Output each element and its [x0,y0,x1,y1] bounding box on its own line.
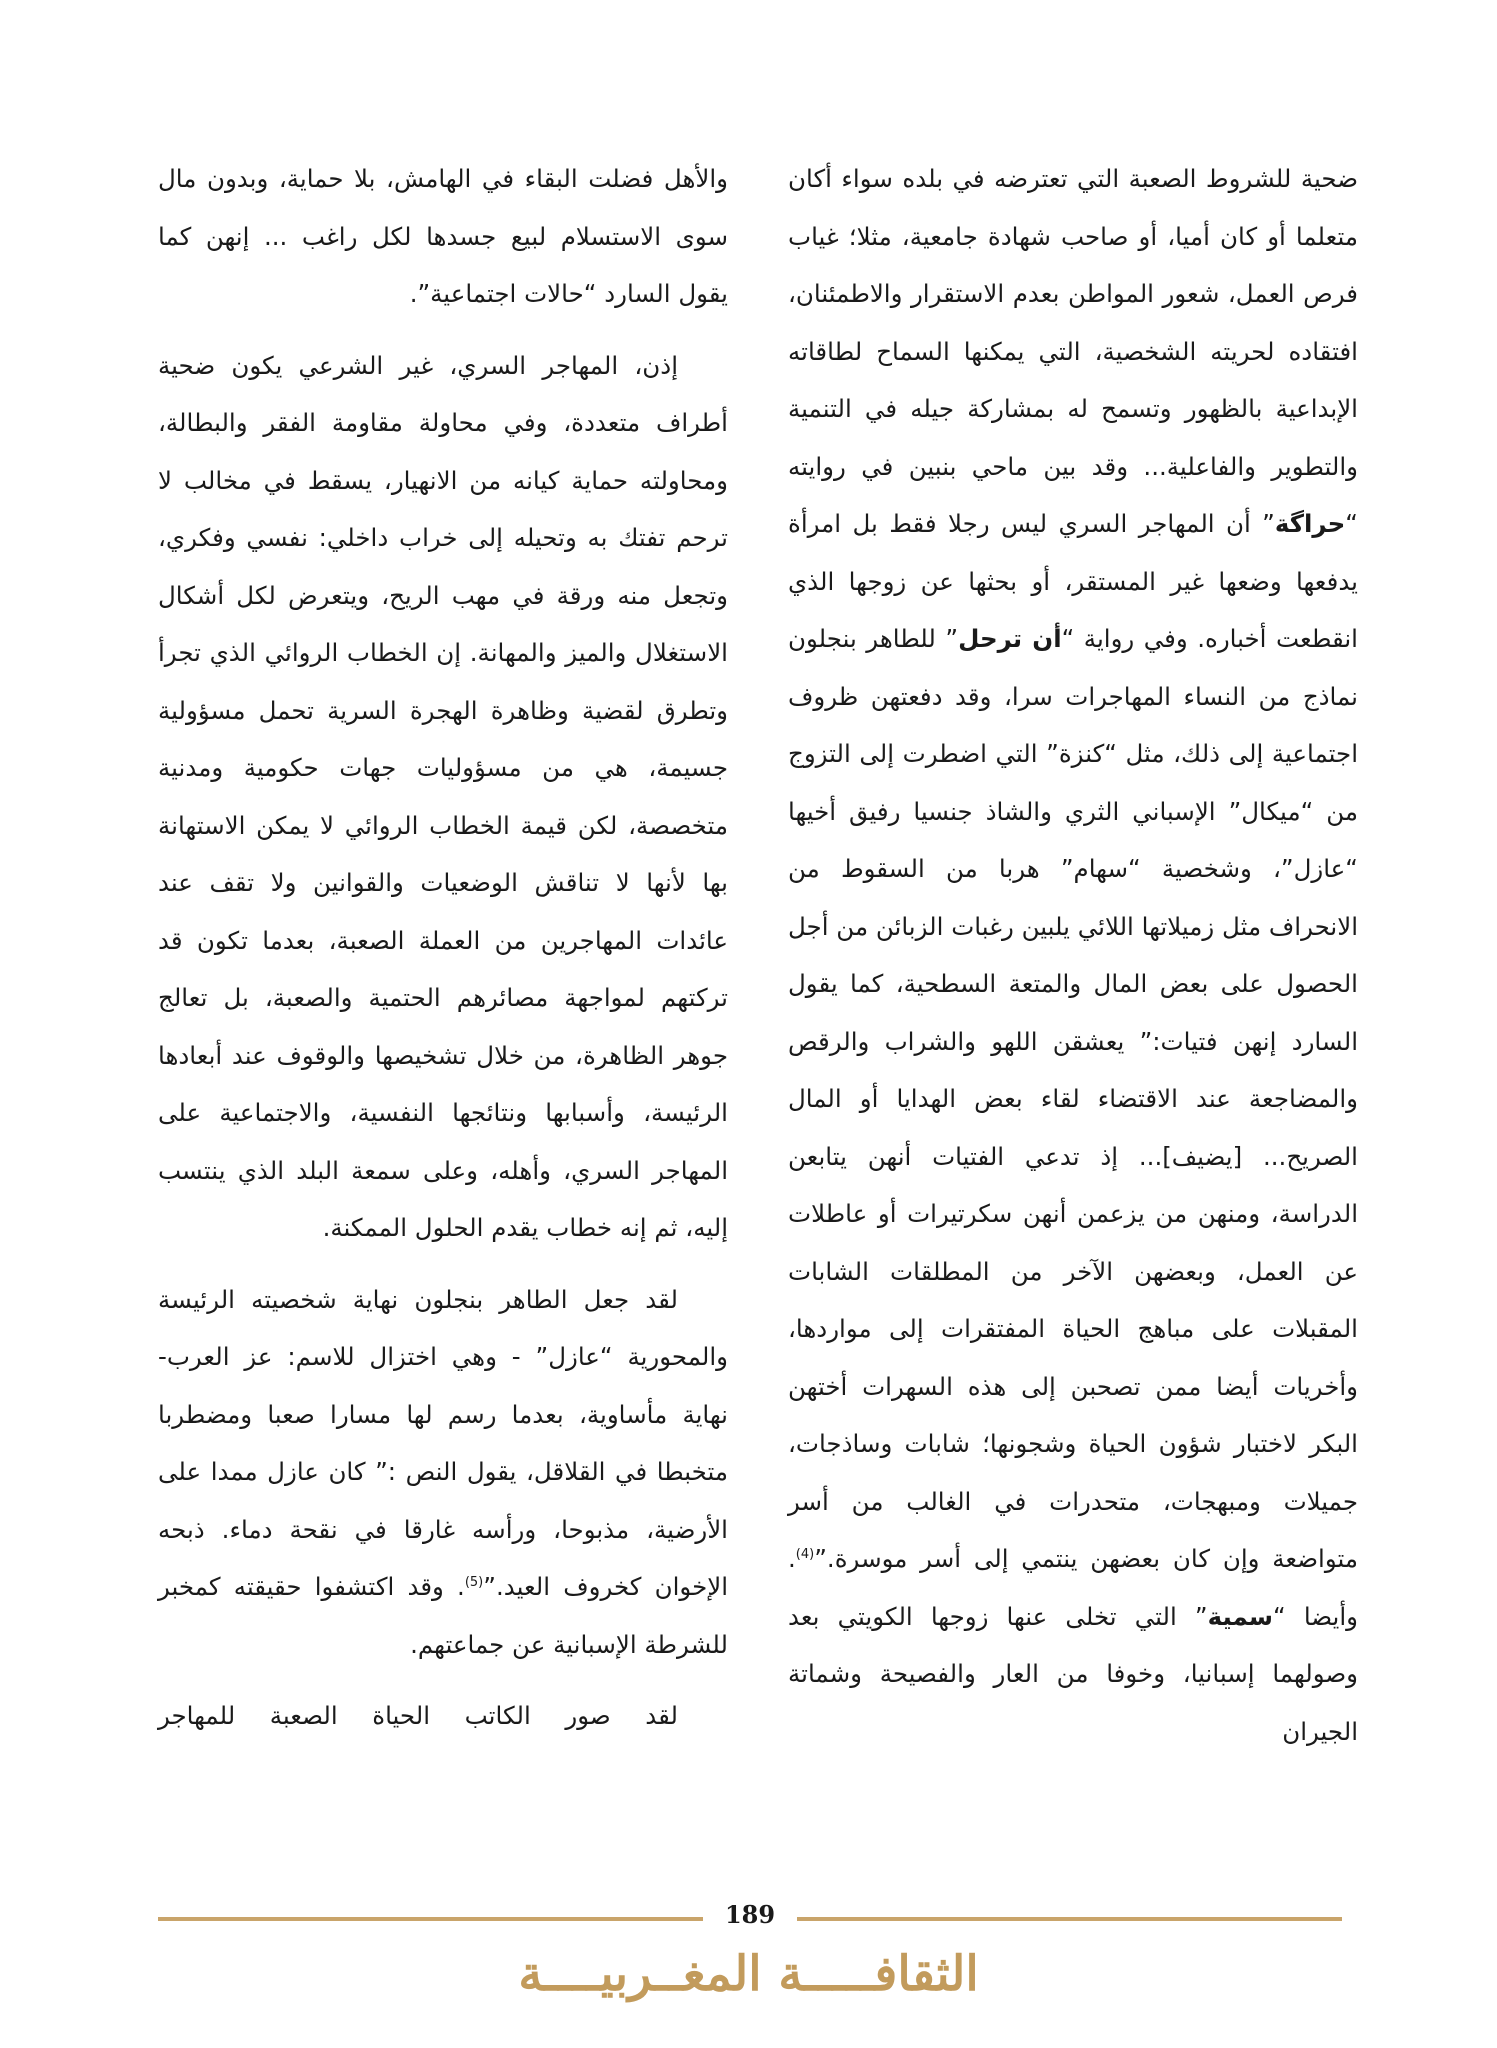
character-name-somaya: سمية [1207,1601,1273,1631]
text-run: ” للطاهر بنجلون نماذج من النساء المهاجرات سرا، وقد دفعتهن ظروف اجتماعية إلى ذلك، مثل “كنزة” التي اضطرت إلى التزوج من “ميكال” الإسباني الثري والشاذ جنسيا رفيق أخيها “عازل”، وشخصية “سهام” هربا من السقوط من الانحراف مثل زميلاتها اللائي يلبين رغبات الزبائن من أجل الحصول على بعض المال والمتعة السطحية، كما يقول السارد إنهن فتيات:” يعشقن اللهو والشراب والرقص والمضاجعة عند الاقتضاء لقاء بعض الهدايا أو المال الصريح... [يضيف]... إذ تدعي الفتيات أنهن يتابعن الدراسة، ومنهن من يزعمن أنهن سكرتيرات أو عاطلات عن العمل، وبعضهن الآخر من المطلقات الشابات المقبلات على مباهج الحياة المفتقرات إلى مواردها، وأخريات أيضا ممن تصحبن إلى هذه السهرات أختهن البكر لاختبار شؤون الحياة وشجونها؛ شابات وساذجات، جميلات ومبهجات، متحدرات في الغالب من أسر متواضعة وإن كان بعضهن ينتمي إلى أسر موسرة.” [788,624,1358,1573]
text-column-right [788,150,1358,1774]
footnote-reference: (5) [464,1574,484,1590]
paragraph [158,1271,728,1674]
text-run: ” أن المهاجر السري ليس رجلا فقط بل امرأة يدفعها وضعها غير المستقر، أو بحثها عن زوجها الذي انقطعت أخباره. وفي رواية “ [788,509,1358,653]
footer-rule-right [797,1917,1342,1921]
paragraph: إذن، المهاجر السري، غير الشرعي يكون ضحية أطراف متعددة، وفي محاولة مقاومة الفقر والبطالة، ومحاولته حماية كيانه من الانهيار، يسقط في مخالب لا ترحم تفتك به وتحيله إلى خراب داخلي: نفسي وفكري، وتجعل منه ورقة في مهب الريح، ويتعرض لكل أشكال الاستغلال والميز والمهانة. إن الخطاب الروائي الذي تجرأ وتطرق لقضية وظاهرة الهجرة السرية تحمل مسؤولية جسيمة، هي من مسؤوليات جهات حكومية ومدنية متخصصة، لكن قيمة الخطاب الروائي لا يمكن الاستهانة بها لأنها لا تناقش الوضعيات والقوانين ولا تقف عند عائدات المهاجرين من العملة الصعبة، بعدما تكون قد تركتهم لمواجهة مصائرهم الحتمية والصعبة، بل تعالج جوهر الظاهرة، من خلال تشخيصها والوقوف عند أبعادها الرئيسة، وأسبابها ونتائجها النفسية، والاجتماعية على المهاجر السري، وأهله، وعلى سمعة البلد الذي ينتسب إليه، ثم إنه خطاب يقدم الحلول الممكنة. [158,350,728,1242]
footer-rule-left [158,1917,703,1921]
publication-title: الثقافـــــة المغــربيــــة [518,1946,979,2002]
paragraph [788,150,1358,1760]
novel-title-harraga: حراگة [1274,509,1346,538]
novel-title-leaving: أن ترحل [958,624,1062,653]
text-run: . وقد اكتشفوا حقيقته كمخبر للشرطة الإسبانية عن جماعتهم. [158,1572,728,1659]
paragraph: لقد صور الكاتب الحياة الصعبة للمهاجر [158,1701,678,1730]
text-run: . وأيضا “ [788,1544,1358,1631]
text-run: ” التي تخلى عنها زوجها الكويتي بعد وصولهما إسبانيا، وخوفا من العار والفصيحة وشماتة الجيران [788,1601,1358,1746]
text-run: ضحية للشروط الصعبة التي تعترضه في بلده سواء أكان متعلما أو كان أميا، أو صاحب شهادة جامعية، مثلا؛ غياب فرص العمل، شعور المواطن بعدم الاستقرار والاطمئنان، افتقاده لحريته الشخصية، التي يمكنها السماح لطاقاته الإبداعية بالظهور وتسمح له بمشاركة جيله في التنمية والتطوير والفاعلية... وقد بين ماحي بنبين في روايته “ [788,164,1358,538]
footnote-reference: (4) [795,1546,815,1562]
text-column-left [158,150,728,1759]
page-number: 189 [724,1900,776,1929]
paragraph: والأهل فضلت البقاء في الهامش، بلا حماية، وبدون مال سوى الاستسلام لبيع جسدها لكل راغب ... إنهن كما يقول السارد “حالات اجتماعية”. [158,164,728,308]
text-run: لقد جعل الطاهر بنجلون نهاية شخصيته الرئيسة والمحورية “عازل” - وهي اختزال للاسم: عز العرب- نهاية مأساوية، بعدما رسم لها مسارا صعبا ومضطربا متخبطا في القلاقل، يقول النص :” كان عازل ممدا على الأرضية، مذبوحا، ورأسه غارقا في نقحة دماء. ذبحه الإخوان كخروف العيد.” [158,1284,728,1601]
